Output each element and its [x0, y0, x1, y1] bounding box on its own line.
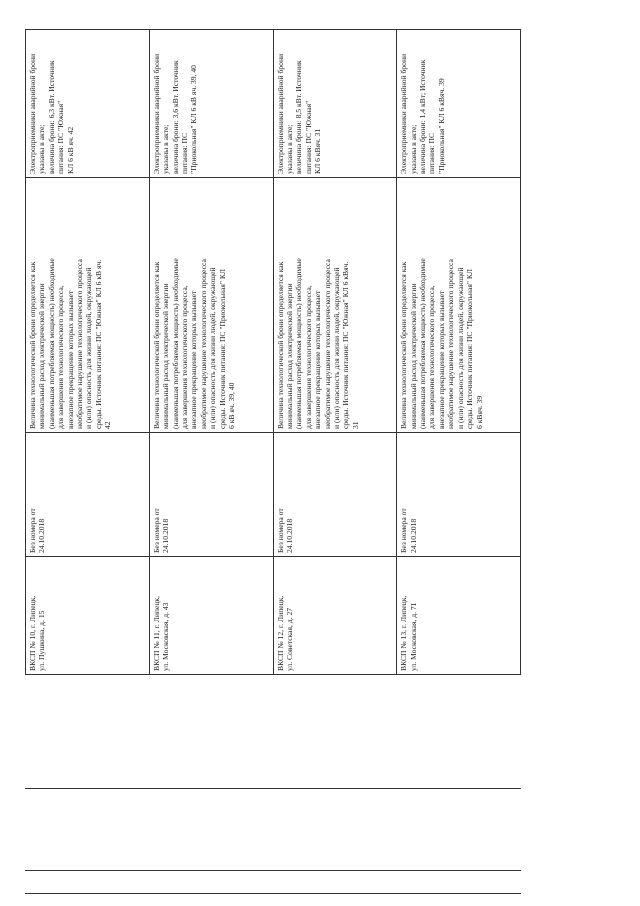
tech-reserve-cell: Величина технологической брони определяется как минимальный расход электрической энергии (наименьшая потребляемая мощность) необходимые для завершения технологического процесса, внезапное прекращение которых вызывает необратимое нарушение технологического процесса и (или) опасность для жизни людей, окружающей среды. Источник питания: ПС "Приокольная" КЛ 6 кВяч. 39	[397, 178, 521, 433]
document-cell: Без номера от 24.10.2018	[26, 433, 150, 557]
emergency-reserve-cell: Электроприемники аварийной брони указаны в акте; величина брони: 3,6 кВт. Источник питания: ПС "Приокольная" КЛ 6 кВ яч. 39, 40	[149, 30, 273, 178]
table-row	[26, 30, 150, 675]
object-cell: ВКСП № 11, г. Липецк, ул. Московская, д. 43	[149, 557, 273, 675]
margin-rule	[25, 870, 521, 871]
reserve-table	[25, 29, 521, 675]
document-cell: Без номера от 24.10.2018	[149, 433, 273, 557]
document-cell: Без номера от 24.10.2018	[273, 433, 397, 557]
object-cell: ВКСП № 13, г. Липецк, ул. Московская, д. 71	[397, 557, 521, 675]
rotated-table-container	[25, 30, 521, 675]
tech-reserve-cell: Величина технологической брони определяется как минимальный расход электрической энергии (наименьшая потребляемая мощность) необходимые для завершения технологического процесса, внезапное прекращение которых вызывает необратимое нарушение технологического процесса и (или) опасность для жизни людей, окружающей среды. Источник питания: ПС "Южная" КЛ 6 кВ яч. 42	[26, 178, 150, 433]
margin-rule	[25, 788, 521, 789]
table-row	[397, 30, 521, 675]
tech-reserve-cell: Величина технологической брони определяется как минимальный расход электрической энергии (наименьшая потребляемая мощность) необходимые для завершения технологического процесса, внезапное прекращение которых вызывает необратимое нарушение технологического процесса и (или) опасность для жизни людей, окружающей среды. Источник питания: ПС "Приокольная" КЛ 6 кВ яч. 39, 40	[149, 178, 273, 433]
table-row	[149, 30, 273, 675]
emergency-reserve-cell: Электроприемники аварийной брони указаны в акте; величина брони: 1,4 кВт; Источник питания: ПС "Приокольная" КЛ 6 кВяч. 39	[397, 30, 521, 178]
object-cell: ВКСП № 12, г. Липецк, ул. Советская, д. 27	[273, 557, 397, 675]
tech-reserve-cell: Величина технологической брони определяется как минимальный расход электрической энергии (наименьшая потребляемая мощность) необходимые для завершения технологического процесса, внезапное прекращение которых вызывает необратимое нарушение технологического процесса и (или) опасность для жизни людей, окружающей среды. Источник питания: ПС "Южная" КЛ 6 кВяч. 31	[273, 178, 397, 433]
emergency-reserve-cell: Электроприемники аварийной брони указаны в акте; величина брони: 6,3 кВт. Источник питания: ПС "Южная" КЛ 6 кВ яч. 42	[26, 30, 150, 178]
emergency-reserve-cell: Электроприемники аварийной брони указаны в акте; величина брони: 8,5 кВт. Источник питания: ПС "Южная" КЛ 6 кВяч. 31	[273, 30, 397, 178]
table-row	[273, 30, 397, 675]
object-cell: ВКСП № 10, г. Липецк, ул. Пушкина, д. 15	[26, 557, 150, 675]
document-cell: Без номера от 24.10.2018	[397, 433, 521, 557]
margin-rule	[25, 893, 521, 894]
